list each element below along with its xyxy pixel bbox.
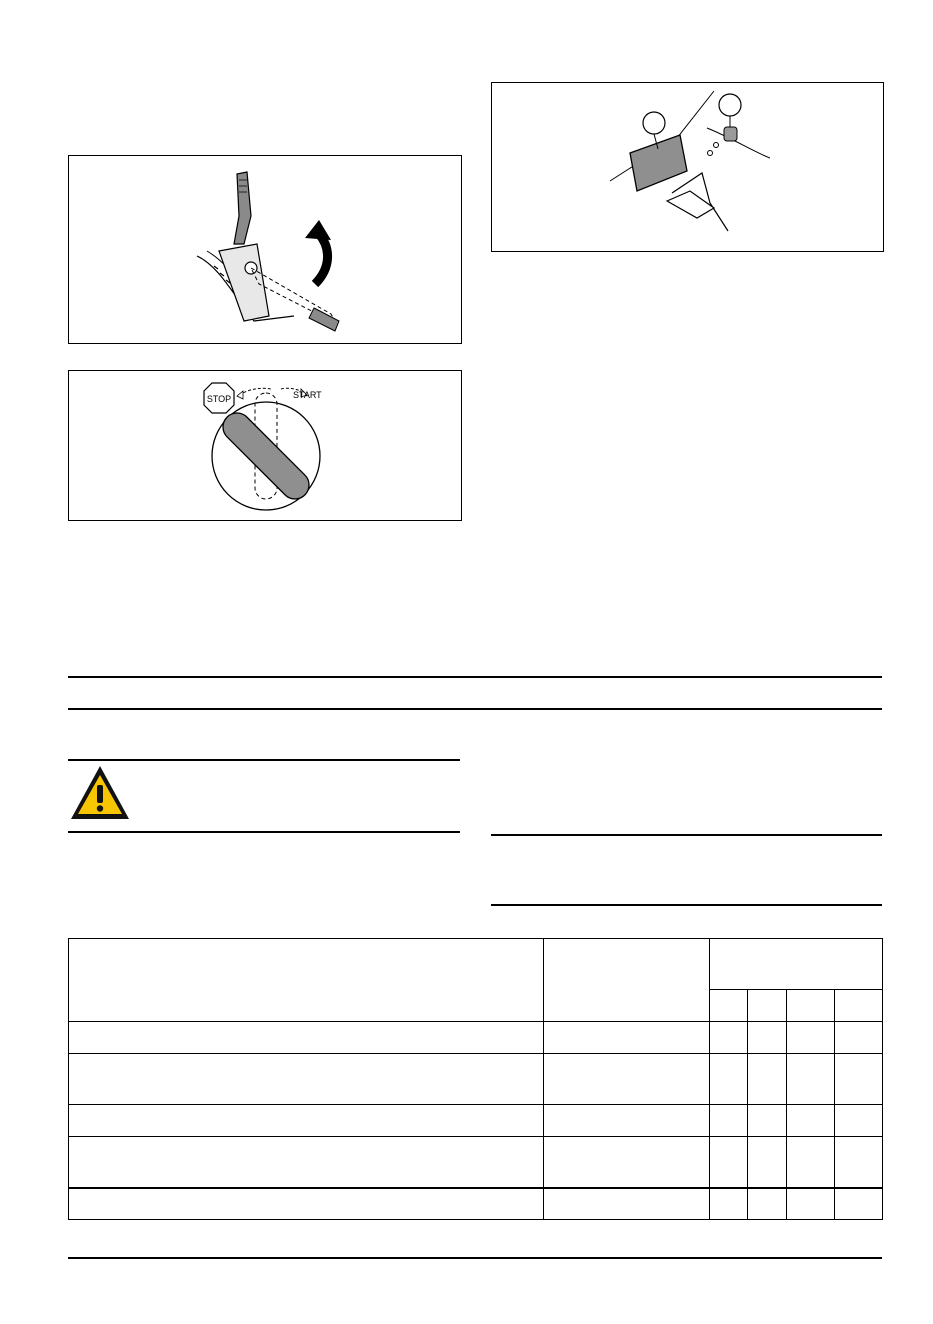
table-header-interval-group xyxy=(710,939,883,990)
table-subheader-cell xyxy=(835,990,883,1022)
ignition-switch-illustration-icon xyxy=(69,371,460,519)
table-cell xyxy=(787,1188,835,1220)
table-cell xyxy=(787,1105,835,1137)
table-cell xyxy=(748,1137,787,1188)
brake-pedal-illustration-icon xyxy=(492,83,882,250)
table-cell xyxy=(710,1188,748,1220)
table-cell xyxy=(835,1105,883,1137)
table-cell xyxy=(748,1022,787,1054)
ignition-switch-figure xyxy=(68,370,462,521)
table-cell xyxy=(69,1105,544,1137)
table-cell xyxy=(787,1137,835,1188)
table-subheader-cell xyxy=(748,990,787,1022)
table-row xyxy=(69,1137,883,1188)
table-cell xyxy=(544,1137,710,1188)
section-rule-top xyxy=(68,676,882,678)
start-label: START xyxy=(293,390,322,400)
lift-lever-illustration-icon xyxy=(69,156,460,342)
table-cell xyxy=(835,1022,883,1054)
table-cell xyxy=(787,1022,835,1054)
warning-triangle-icon xyxy=(68,763,132,823)
brake-pedal-figure xyxy=(491,82,884,252)
maintenance-table xyxy=(68,938,883,1220)
table-cell xyxy=(710,1105,748,1137)
table-cell xyxy=(835,1137,883,1188)
table-cell xyxy=(69,1054,544,1105)
table-cell xyxy=(835,1054,883,1105)
table-cell xyxy=(69,1137,544,1188)
table-cell xyxy=(710,1022,748,1054)
table-cell xyxy=(835,1188,883,1220)
footer-rule xyxy=(68,1257,882,1259)
table-cell xyxy=(748,1105,787,1137)
table-cell xyxy=(544,1022,710,1054)
table-header-reference xyxy=(544,939,710,1022)
table-cell xyxy=(69,1188,544,1220)
table-cell xyxy=(69,1022,544,1054)
warning-box xyxy=(68,763,460,829)
table-cell xyxy=(544,1105,710,1137)
warning-rule-top xyxy=(68,759,460,761)
table-header-row xyxy=(69,939,883,990)
table-row xyxy=(69,1188,883,1220)
table-cell xyxy=(787,1054,835,1105)
table-cell xyxy=(710,1054,748,1105)
table-cell xyxy=(748,1188,787,1220)
table-cell xyxy=(710,1137,748,1188)
note-rule-top xyxy=(491,834,882,836)
table-cell xyxy=(748,1054,787,1105)
table-row xyxy=(69,1054,883,1105)
table-subheader-cell xyxy=(710,990,748,1022)
section-rule-bottom xyxy=(68,708,882,710)
table-row xyxy=(69,1022,883,1054)
lift-lever-figure xyxy=(68,155,462,344)
table-cell xyxy=(544,1188,710,1220)
table-subheader-cell xyxy=(787,990,835,1022)
stop-label: STOP xyxy=(206,394,232,404)
table-cell xyxy=(544,1054,710,1105)
table-row xyxy=(69,1105,883,1137)
table-header-task xyxy=(69,939,544,1022)
note-rule-bottom xyxy=(491,904,882,906)
warning-rule-bottom xyxy=(68,831,460,833)
